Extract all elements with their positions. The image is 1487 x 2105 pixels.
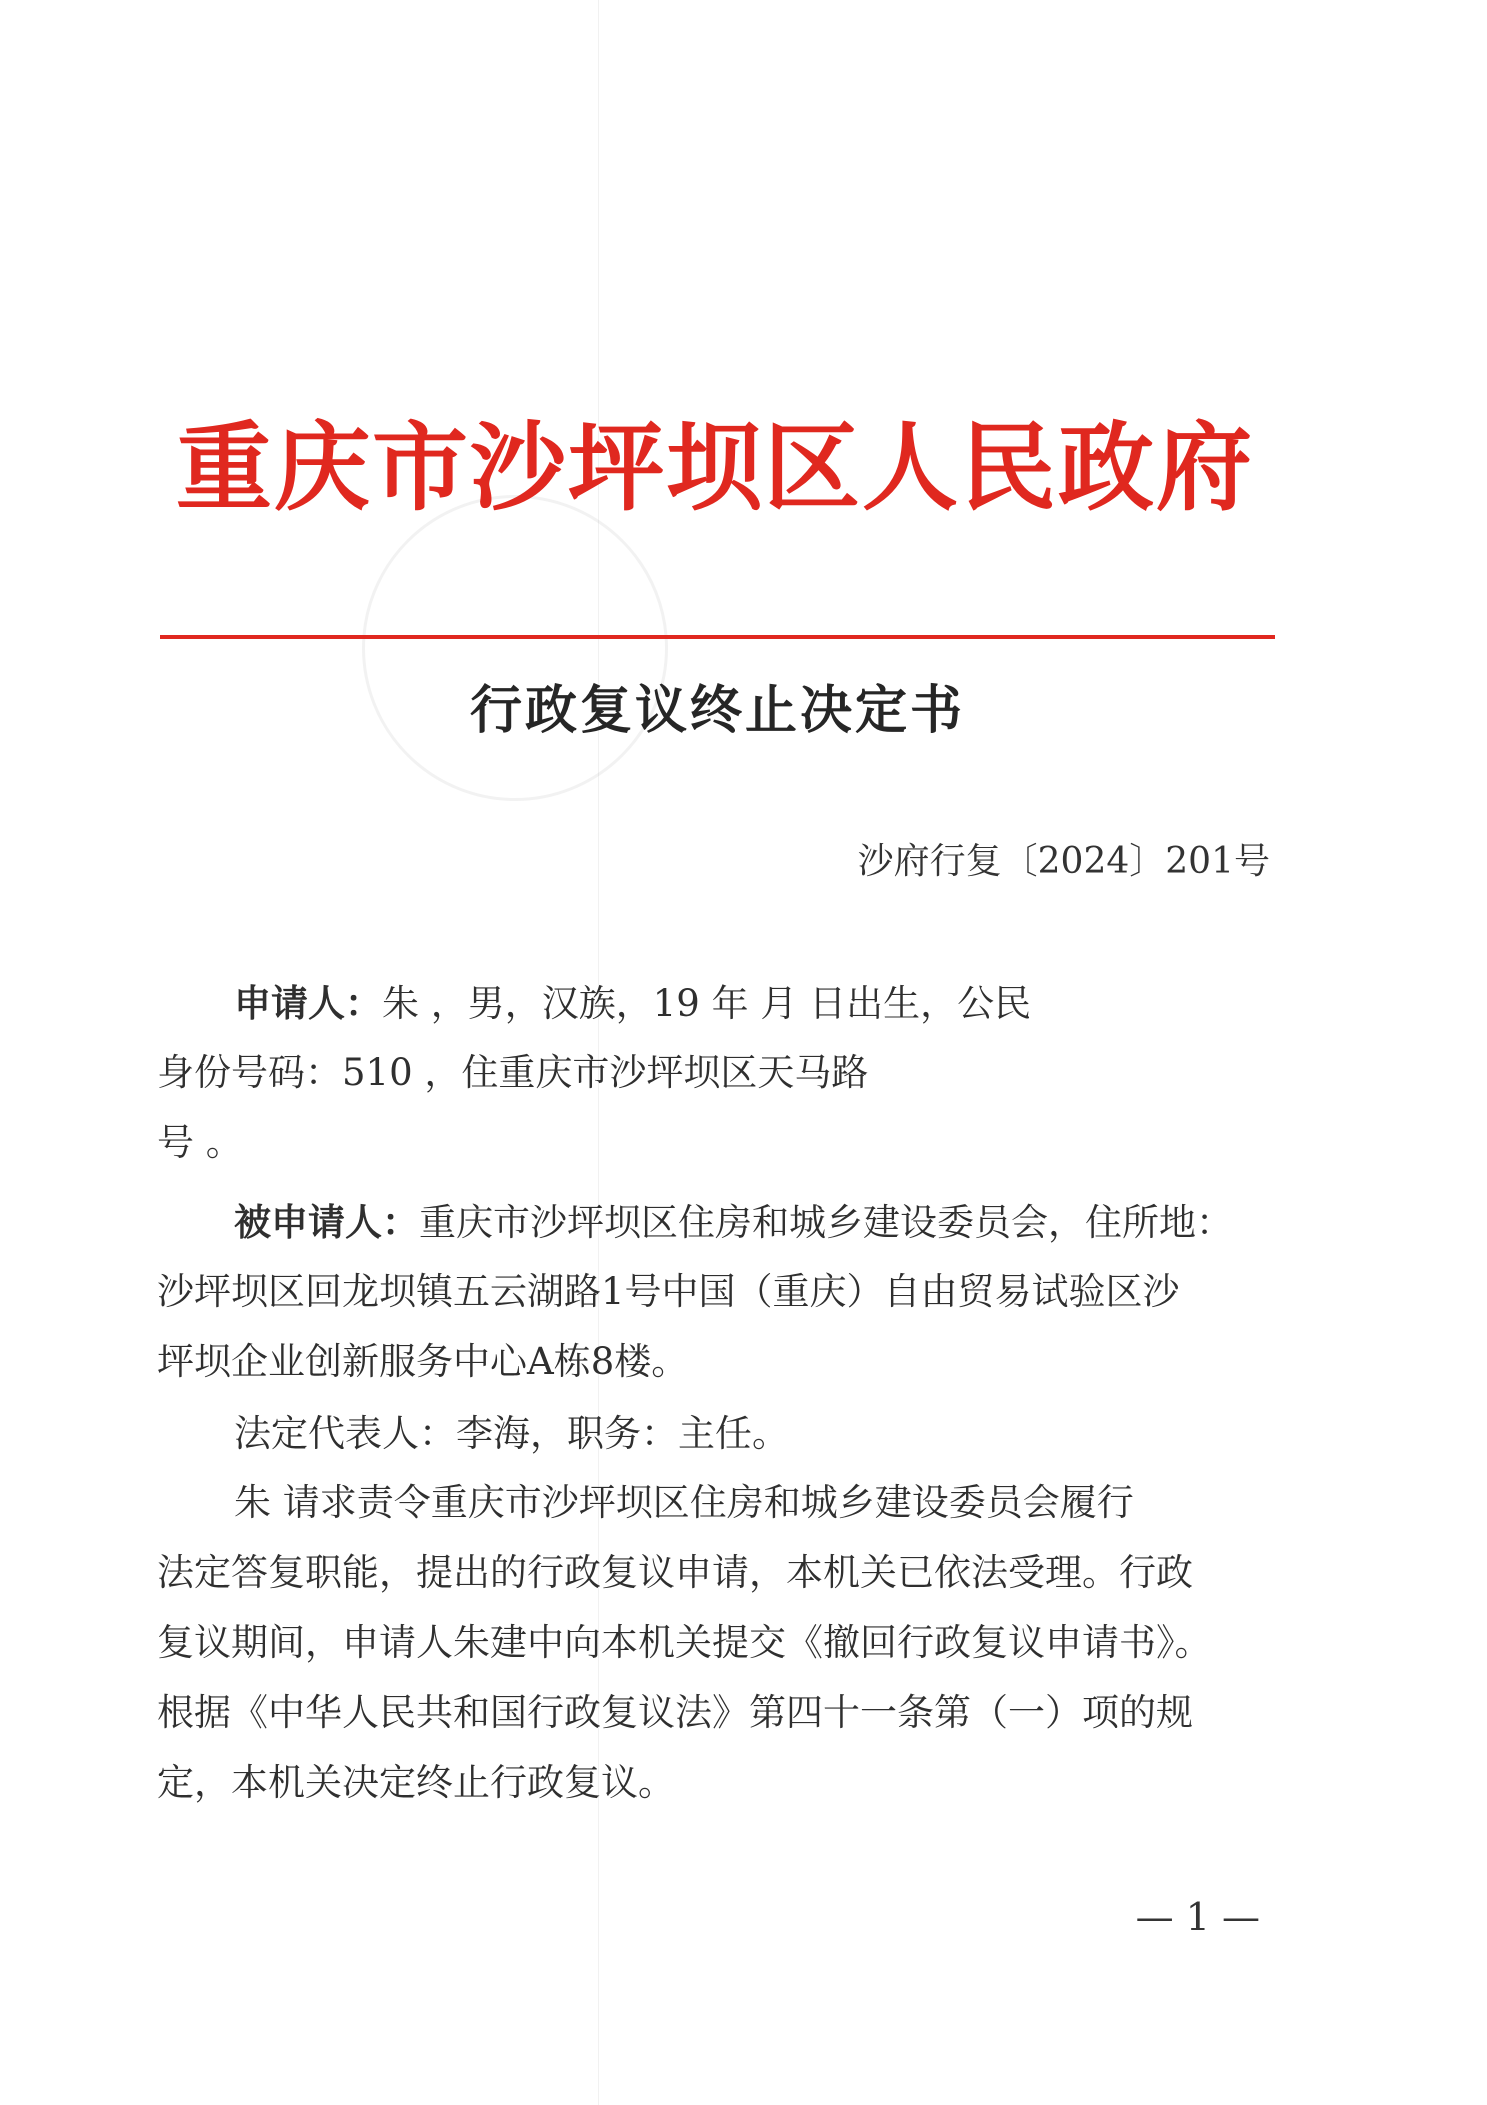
official-seal-stamp [362, 495, 668, 801]
applicant-section [157, 968, 1265, 1178]
respondent-text-1: 重庆市沙坪坝区住房和城乡建设委员会，住所地： [419, 1201, 1233, 1244]
applicant-text-1: 朱 ，男，汉族，19 年 月 日出生，公民 [382, 982, 1032, 1025]
legal-rep-line: 法定代表人：李海，职务：主任。 [234, 1412, 789, 1455]
applicant-line-3: 号 。 [157, 1121, 243, 1164]
document-number: 沙府行复〔2024〕201号 [857, 841, 1270, 882]
applicant-label: 申请人： [234, 981, 382, 1025]
decision-section [157, 1468, 1265, 1818]
document-title: 行政复议终止决定书 [470, 680, 966, 741]
respondent-line-1 [157, 1187, 1265, 1257]
decision-line-3: 复议期间，申请人朱建中向本机关提交《撤回行政复议申请书》。 [157, 1621, 1212, 1664]
page-number: — 1 — [1135, 1895, 1260, 1939]
applicant-line-1 [157, 968, 1265, 1038]
respondent-section [157, 1187, 1265, 1397]
respondent-line-3: 坪坝企业创新服务中心A栋8楼。 [157, 1340, 689, 1383]
legal-rep-section [157, 1399, 1265, 1469]
red-divider-rule [160, 635, 1275, 639]
applicant-line-2: 身份号码：510 ，住重庆市沙坪坝区天马路 [157, 1051, 869, 1094]
decision-line-2: 法定答复职能，提出的行政复议申请，本机关已依法受理。行政 [157, 1551, 1193, 1594]
decision-line-1: 朱 请求责令重庆市沙坪坝区住房和城乡建设委员会履行 [234, 1481, 1134, 1524]
respondent-line-2: 沙坪坝区回龙坝镇五云湖路1号中国（重庆）自由贸易试验区沙 [157, 1270, 1180, 1313]
respondent-label: 被申请人： [234, 1200, 419, 1244]
decision-line-4: 根据《中华人民共和国行政复议法》第四十一条第（一）项的规 [157, 1691, 1193, 1734]
decision-line-5: 定，本机关决定终止行政复议。 [157, 1761, 675, 1804]
issuer-header: 重庆市沙坪坝区人民政府 [176, 411, 1254, 524]
